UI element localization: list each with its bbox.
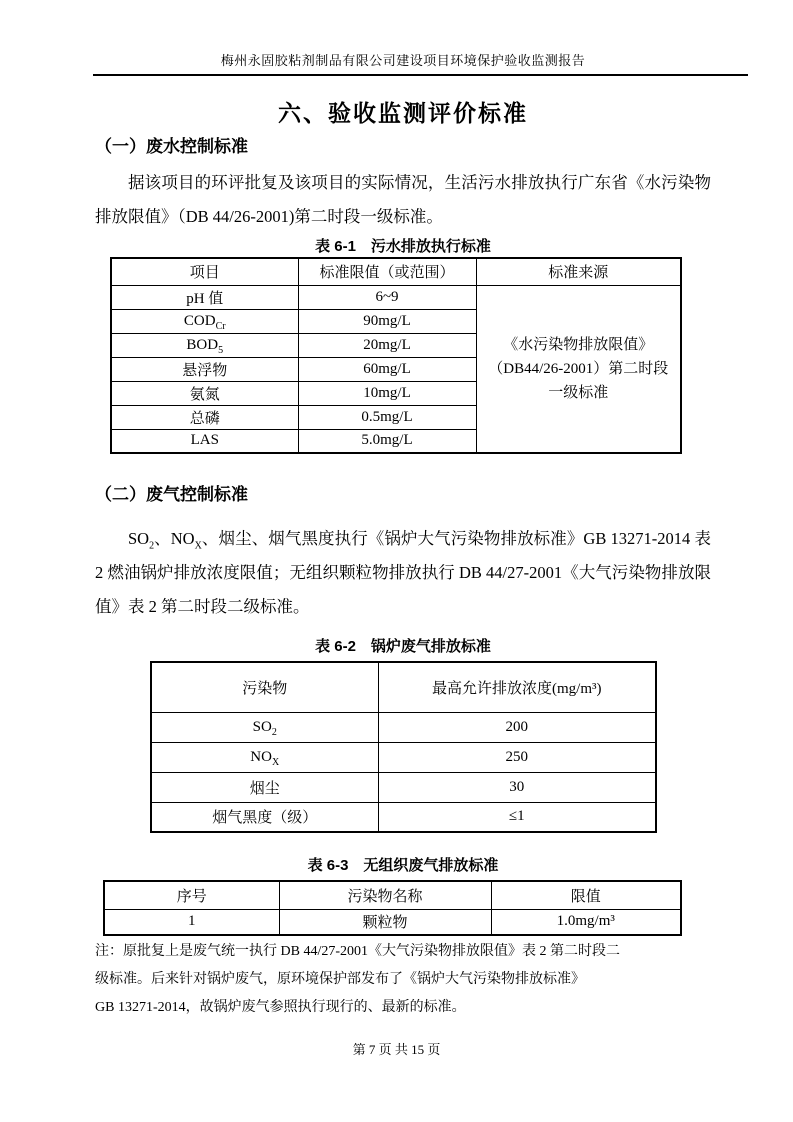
table-6-1-wastewater-standards [110,257,682,454]
column-header-item: 项目 [111,258,298,285]
param-subscript: Cr [215,320,226,332]
note-line: GB 13271-2014，故锅炉废气参照执行现行的、最新的标准。 [95,1000,466,1015]
column-header-pollutant: 污染物 [151,662,378,712]
param-cell [111,429,298,453]
table-row [104,909,681,935]
no-cell: 1 [104,909,279,935]
table-6-3-caption: 表 6-3 无组织废气排放标准 [307,857,499,874]
pollutant-cell [151,802,378,832]
table-row [111,258,681,285]
table-6-1-caption: 表 6-1 污水排放执行标准 [315,238,491,255]
header-title: 梅州永固胶粘剂制品有限公司建设项目环境保护验收监测报告 [220,53,586,68]
table-row [151,772,656,802]
limit-cell: 0.5mg/L [298,405,476,429]
param-cell [111,333,298,357]
param-cell [111,309,298,333]
paragraph-text: 、NO [154,529,195,548]
pollutant-cell [151,742,378,772]
limit-cell: 60mg/L [298,357,476,381]
column-header-limit: 限值 [491,881,681,909]
pollutant-subscript: X [271,756,280,768]
pollutant-name-cell: 颗粒物 [279,909,491,935]
table-row [151,712,656,742]
standard-source-cell [476,285,681,453]
pollutant-text: 烟气黑度（级） [212,810,318,827]
table-row [151,802,656,832]
section-1-heading: （一）废水控制标准 [95,137,248,156]
param-text: COD [183,312,216,329]
section-1-paragraph: 据该项目的环评批复及该项目的实际情况，生活污水排放执行广东省《水污染物排放限值》（DB 44/26-2001)第二时段一级标准。 [95,173,711,226]
column-header-max-concentration: 最高允许排放浓度(mg/m³) [378,662,656,712]
header-rule [93,74,748,76]
page-title: 六、验收监测评价标准 [278,100,528,126]
table-row [111,285,681,309]
pollutant-text: 烟尘 [249,780,280,797]
paragraph-text: SO [128,529,150,548]
table-row [151,662,656,712]
limit-cell: 6~9 [298,285,476,309]
param-text: 氨氮 [189,386,220,403]
note-line: 注：原批复上是废气统一执行 DB 44/27-2001《大气污染物排放限值》表 2 第二时段二 [95,944,620,959]
param-text: 悬浮物 [182,362,228,379]
note-line: 级标准。后来针对锅炉废气，原环境保护部发布了《锅炉大气污染物排放标准》 [95,972,585,987]
column-header-no: 序号 [104,881,279,909]
param-text: pH 值 [186,290,224,307]
table-6-2-caption: 表 6-2 锅炉废气排放标准 [315,638,491,655]
value-cell: 250 [378,742,656,772]
section-2-heading: （二）废气控制标准 [95,485,248,504]
so2-subscript: 2 [149,540,155,552]
value-cell: 30 [378,772,656,802]
table-6-2-boiler-emission-standards [150,661,657,833]
source-line: 《水污染物排放限值》 [503,336,654,353]
param-subscript: 5 [218,344,224,356]
param-cell [111,285,298,309]
pollutant-text: NO [250,748,272,765]
limit-cell: 20mg/L [298,333,476,357]
column-header-limit: 标准限值（或范围） [298,258,476,285]
table-row [104,881,681,909]
pollutant-subscript: 2 [271,726,277,738]
source-line: （DB44/26-2001）第二时段 [488,360,669,377]
limit-cell: 1.0mg/m³ [491,909,681,935]
limit-cell: 5.0mg/L [298,429,476,453]
nox-subscript: X [194,540,202,552]
column-header-pollutant-name: 污染物名称 [279,881,491,909]
table-row [151,742,656,772]
section-2-paragraph [95,522,711,624]
value-cell: ≤1 [378,802,656,832]
param-cell [111,381,298,405]
note-paragraph [95,938,711,1022]
table-6-3-fugitive-emission-standards [103,880,682,936]
limit-cell: 10mg/L [298,381,476,405]
limit-cell: 90mg/L [298,309,476,333]
param-cell [111,357,298,381]
pollutant-text: SO [252,718,272,735]
column-header-source: 标准来源 [476,258,681,285]
param-cell [111,405,298,429]
param-text: 总磷 [189,410,220,427]
paragraph-text: 、烟尘、烟气黑度执行《锅炉大气污染物排放标准》GB 13271-2014 表 2 燃油锅炉排放浓度限值；无组织颗粒物排放执行 DB 44/27-2001《大气污染物排放限值》表 2 第二时段二级标准。 [95,529,711,616]
param-text: BOD [186,336,219,353]
pollutant-cell [151,712,378,742]
param-text: LAS [190,432,219,449]
pollutant-cell [151,772,378,802]
value-cell: 200 [378,712,656,742]
page-footer: 第 7 页 共 15 页 [352,1042,441,1057]
source-line: 一级标准 [548,384,609,401]
